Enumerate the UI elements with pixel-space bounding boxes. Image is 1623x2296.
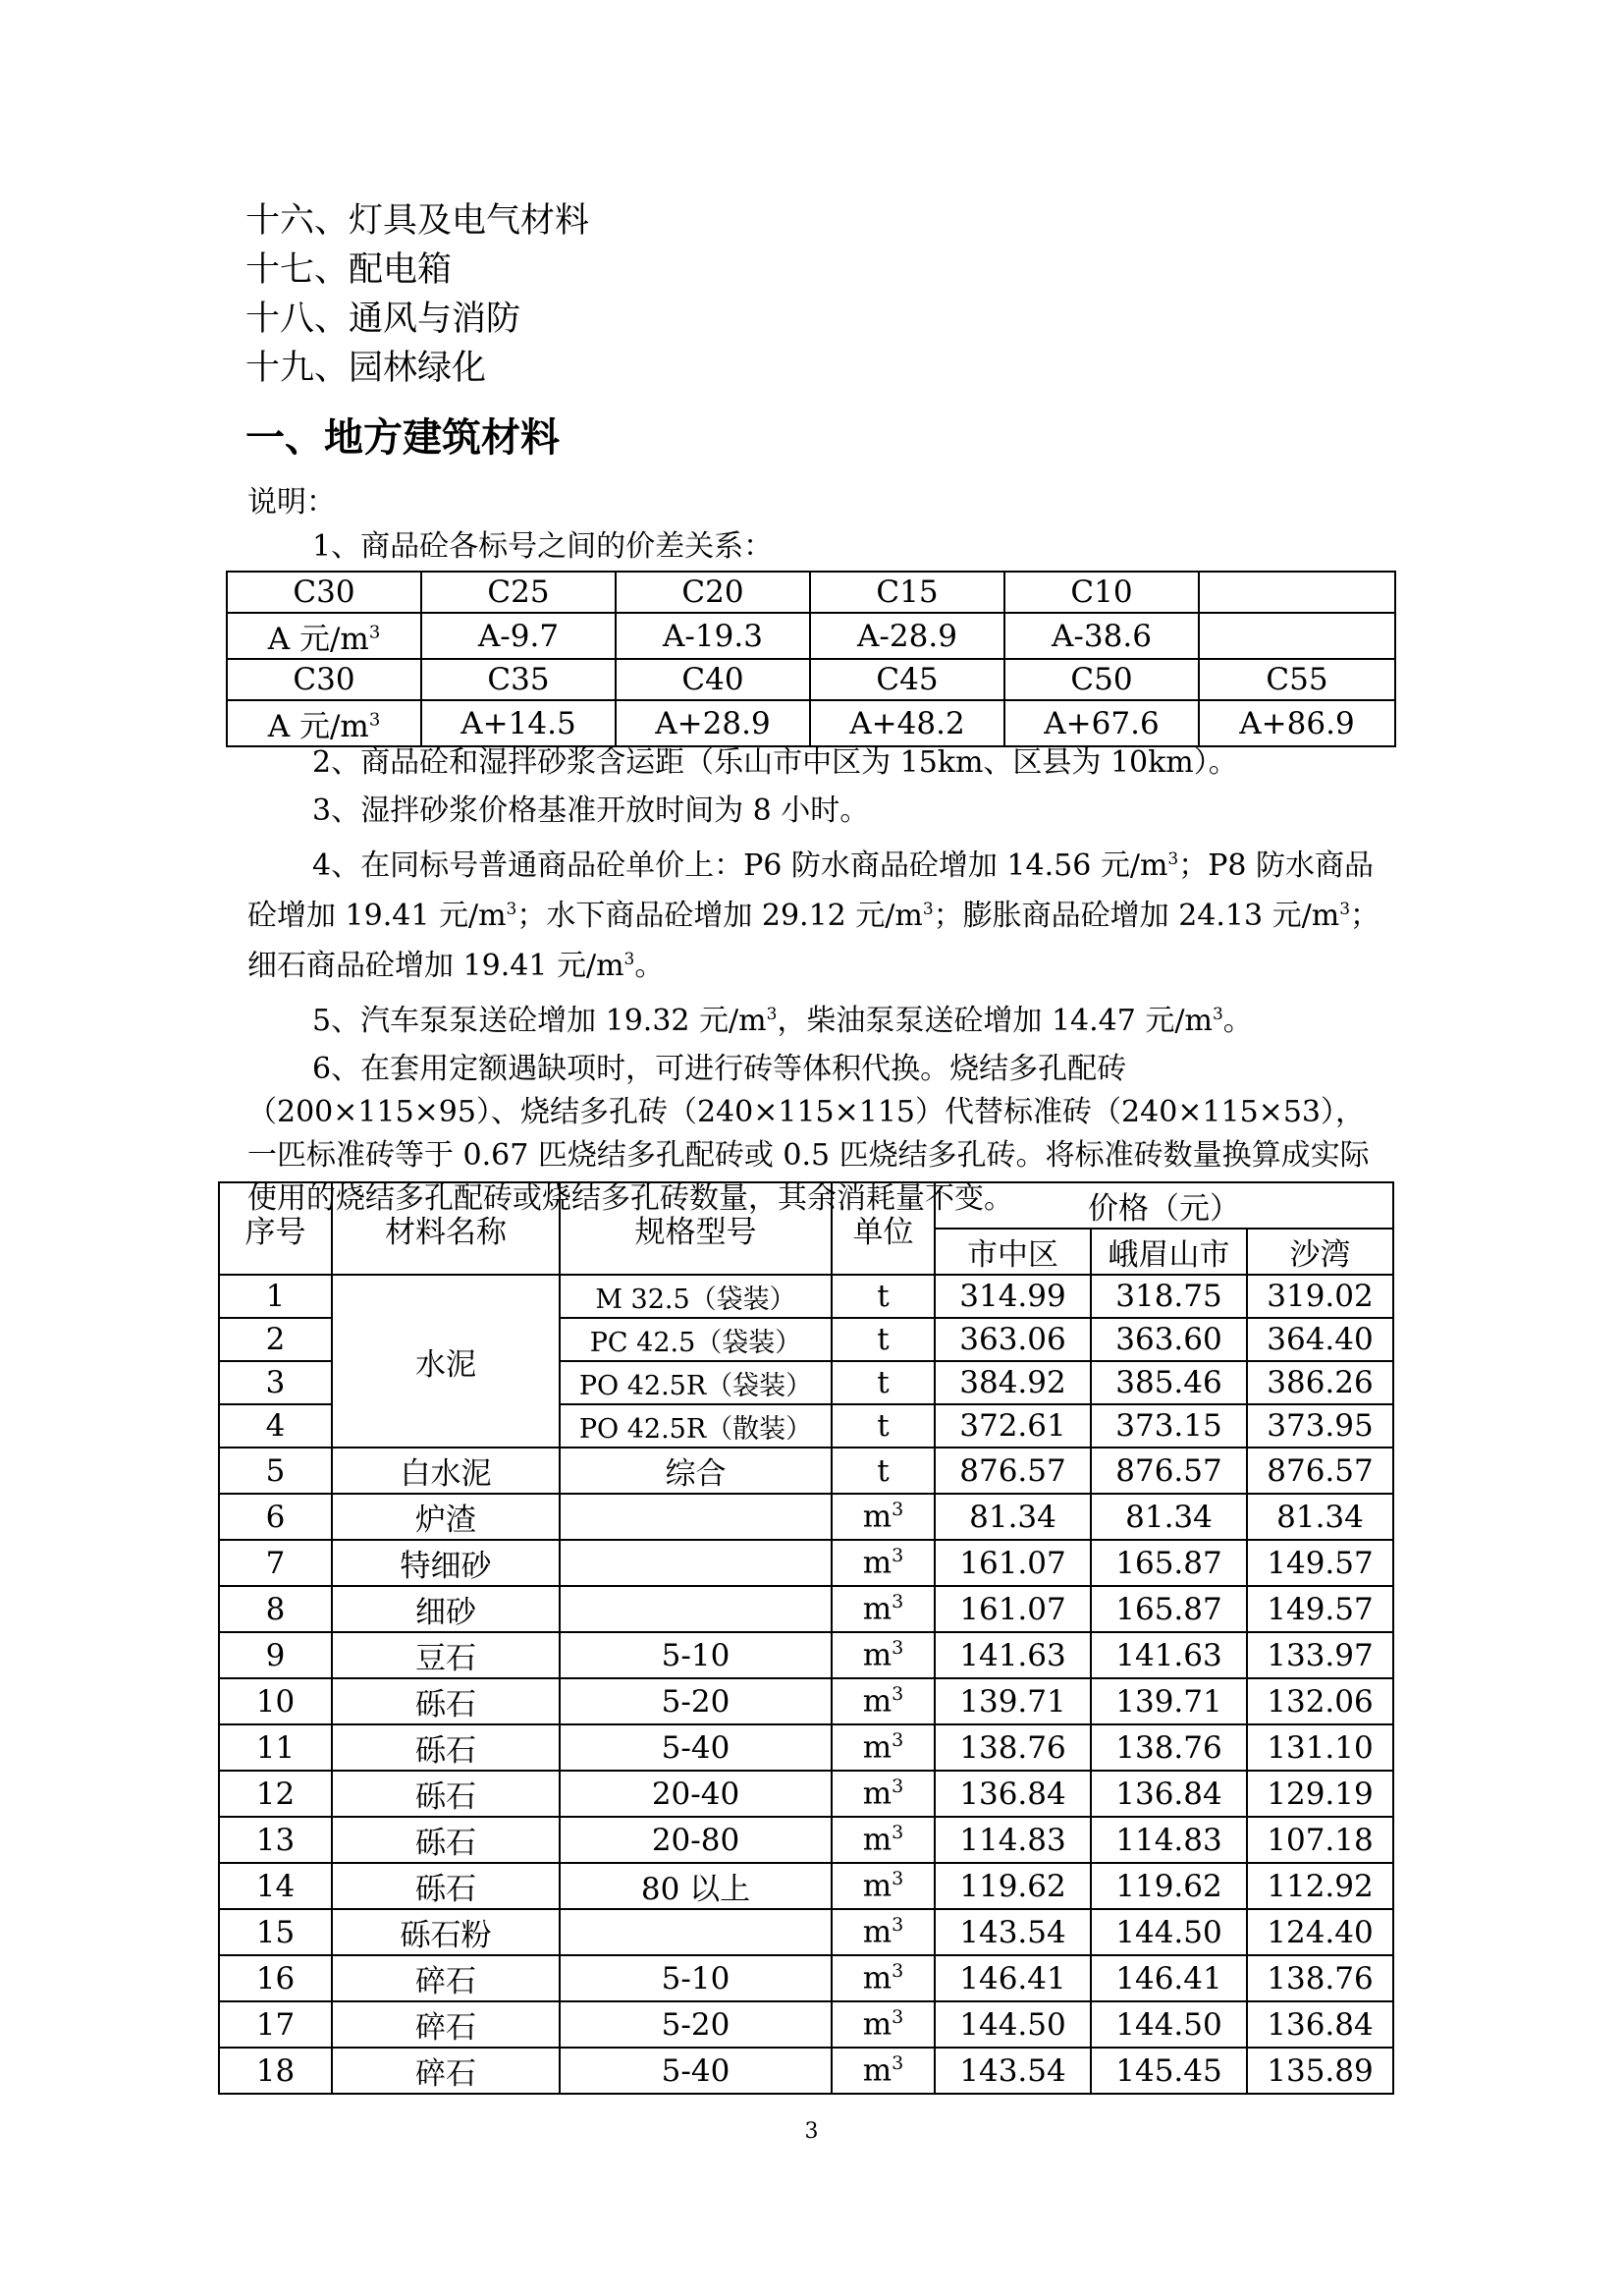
cell-unit: [832, 2001, 935, 2048]
table-row: [219, 1771, 1393, 1817]
cell-price: 363.06: [935, 1318, 1091, 1361]
note-1: 1、商品砼各标号之间的价差关系：: [312, 529, 774, 564]
header-spec: 规格型号: [560, 1182, 832, 1275]
table-row: [219, 1817, 1393, 1863]
cell-price: 132.06: [1247, 1678, 1393, 1724]
cell-no: 10: [219, 1678, 332, 1724]
material-price-table: [218, 1181, 1394, 2095]
note-5-text: 5、汽车泵泵送砼增加 19.32 元/m: [312, 1004, 767, 1038]
cell-unit: [832, 1724, 935, 1771]
grade-row: [227, 659, 1395, 700]
cell-name: 炉渣: [332, 1494, 560, 1540]
cell-name: 砾石: [332, 1678, 560, 1724]
cell-spec: 5-10: [560, 1955, 832, 2001]
superscript: 3: [892, 2052, 904, 2075]
note-5: [247, 993, 1386, 1043]
cell-price: 149.57: [1247, 1540, 1393, 1586]
cell-unit: [832, 1586, 935, 1632]
cell-unit: [832, 1955, 935, 2001]
unit-label: m: [862, 1868, 893, 1904]
cell-price: 314.99: [935, 1275, 1091, 1318]
price-diff-cell: A-28.9: [810, 613, 1004, 659]
cell-no: 6: [219, 1494, 332, 1540]
cell-price: 141.63: [935, 1632, 1091, 1678]
cell-price: 119.62: [1091, 1863, 1247, 1909]
cell-name: 砾石: [332, 1724, 560, 1771]
cell-name: 砾石: [332, 1863, 560, 1909]
cell-price: 146.41: [935, 1955, 1091, 2001]
header-name: 材料名称: [332, 1182, 560, 1275]
cell-no: 3: [219, 1361, 332, 1404]
cell-unit: [832, 1540, 935, 1586]
unit-label: m: [862, 1729, 893, 1766]
note-4: [247, 838, 1386, 988]
unit-label: m: [862, 2052, 893, 2089]
cell-price: 386.26: [1247, 1361, 1393, 1404]
table-row: [219, 1632, 1393, 1678]
cell-price: 133.97: [1247, 1632, 1393, 1678]
cell-price: 363.60: [1091, 1318, 1247, 1361]
cell-price: 149.57: [1247, 1586, 1393, 1632]
table-row: [219, 1494, 1393, 1540]
cell-unit: [832, 1909, 935, 1955]
cell-price: 139.71: [935, 1678, 1091, 1724]
chapter-item: 十六、灯具及电气材料: [245, 201, 590, 241]
cell-spec: 综合: [560, 1448, 832, 1494]
grade-cell: C35: [421, 659, 616, 700]
cell-unit: [832, 1771, 935, 1817]
price-diff-cell: A-9.7: [421, 613, 616, 659]
unit-label: m: [862, 1683, 893, 1720]
cell-spec: PO 42.5R（袋装）: [560, 1361, 832, 1404]
grade-row: [227, 572, 1395, 613]
cell-unit: [832, 1817, 935, 1863]
note-2: 2、商品砼和湿拌砂浆含运距（乐山市中区为 15km、区县为 10km）。: [312, 745, 1238, 780]
note-5-text: 。: [1222, 1004, 1253, 1038]
note-4-text: 。: [634, 949, 665, 983]
cell-no: 17: [219, 2001, 332, 2048]
cell-unit: [832, 1678, 935, 1724]
cell-price: 145.45: [1091, 2048, 1247, 2094]
cell-spec: [560, 1909, 832, 1955]
grade-cell: C25: [421, 572, 616, 613]
superscript: 3: [892, 1545, 904, 1567]
cell-price: 144.50: [1091, 1909, 1247, 1955]
unit-label: m: [862, 1637, 893, 1673]
chapter-item: 十七、配电箱: [245, 250, 453, 290]
cell-price: 136.84: [1247, 2001, 1393, 2048]
notes-title: 说明：: [247, 485, 336, 519]
cell-price: 143.54: [935, 1909, 1091, 1955]
unit-label: m: [862, 1591, 893, 1627]
superscript: 3: [892, 1868, 904, 1890]
cell-price: 138.76: [1247, 1955, 1393, 2001]
table-row: [219, 1909, 1393, 1955]
cell-spec: 5-40: [560, 2048, 832, 2094]
cell-price: 165.87: [1091, 1540, 1247, 1586]
grade-cell: C50: [1004, 659, 1199, 700]
table-row: [219, 1448, 1393, 1494]
header-shawan: 沙湾: [1247, 1229, 1393, 1275]
grade-cell: C30: [227, 572, 421, 613]
superscript: 3: [506, 900, 517, 919]
cell-spec: [560, 1494, 832, 1540]
cell-spec: M 32.5（袋装）: [560, 1275, 832, 1318]
cell-price: 124.40: [1247, 1909, 1393, 1955]
note-3: 3、湿拌砂浆价格基准开放时间为 8 小时。: [312, 793, 870, 828]
cell-price: 119.62: [935, 1863, 1091, 1909]
header-no: 序号: [219, 1182, 332, 1275]
cell-name: 碎石: [332, 2001, 560, 2048]
note-4-text: ；细石商品砼增加 19.41 元/m: [247, 899, 1380, 983]
cell-price: 373.95: [1247, 1404, 1393, 1448]
cell-name: 细砂: [332, 1586, 560, 1632]
table-row: [219, 2001, 1393, 2048]
cell-name: 砾石: [332, 1817, 560, 1863]
superscript: 3: [892, 1591, 904, 1613]
base-price-cell: [227, 613, 421, 659]
superscript: 3: [1167, 849, 1179, 869]
grade-cell: [1199, 572, 1395, 613]
cell-no: 7: [219, 1540, 332, 1586]
note-6: 6、在套用定额遇缺项时，可进行砖等体积代换。烧结多孔配砖（200×115×95）、烧结多孔砖（240×115×115）代替标准砖（240×115×53），一匹标准砖等于 0.67 匹烧结多孔配砖或 0.5 匹烧结多孔砖。将标准砖数量换算成实际使用的烧结多孔配砖或烧结多孔砖数量，其余消耗量不变。: [247, 1052, 1370, 1216]
cell-name: 豆石: [332, 1632, 560, 1678]
table-header-row: [219, 1182, 1393, 1229]
cell-unit: t: [832, 1361, 935, 1404]
cell-spec: 5-10: [560, 1632, 832, 1678]
cell-name: 碎石: [332, 2048, 560, 2094]
cell-price: 144.50: [935, 2001, 1091, 2048]
cell-spec: 5-20: [560, 2001, 832, 2048]
cell-unit: [832, 1494, 935, 1540]
price-diff-cell: A+48.2: [810, 700, 1004, 746]
base-price-label: A 元/m: [267, 709, 369, 744]
cell-price: 112.92: [1247, 1863, 1393, 1909]
table-row: [219, 1540, 1393, 1586]
cell-no: 14: [219, 1863, 332, 1909]
cell-spec: [560, 1540, 832, 1586]
cell-price: 364.40: [1247, 1318, 1393, 1361]
cell-spec: 20-40: [560, 1771, 832, 1817]
cell-spec: 5-40: [560, 1724, 832, 1771]
cell-price: 139.71: [1091, 1678, 1247, 1724]
cell-no: 18: [219, 2048, 332, 2094]
price-diff-row: [227, 613, 1395, 659]
unit-label: m: [862, 1545, 893, 1581]
superscript: 3: [892, 1637, 904, 1660]
superscript: 3: [892, 1914, 904, 1937]
cell-no: 16: [219, 1955, 332, 2001]
superscript: 3: [892, 1822, 904, 1844]
cell-price: 876.57: [1247, 1448, 1393, 1494]
page-number: 3: [804, 2119, 819, 2144]
aggregate-rows: [219, 1494, 1393, 2094]
section-heading: 一、地方建筑材料: [245, 415, 560, 461]
cell-spec: 5-20: [560, 1678, 832, 1724]
cell-no: 15: [219, 1909, 332, 1955]
cell-name: 砾石粉: [332, 1909, 560, 1955]
cell-price: 876.57: [935, 1448, 1091, 1494]
grade-cell: C55: [1199, 659, 1395, 700]
cell-price: 161.07: [935, 1540, 1091, 1586]
superscript: 3: [922, 900, 934, 919]
superscript: 3: [892, 1776, 904, 1798]
cell-price: 114.83: [1091, 1817, 1247, 1863]
grade-cell: C40: [616, 659, 810, 700]
note-4-text: ；膨胀商品砼增加 24.13 元/m: [933, 899, 1340, 933]
cell-no: 8: [219, 1586, 332, 1632]
note-4-text: ；P8 防水商品砼增加 19.41 元/m: [247, 848, 1375, 933]
price-diff-cell: A+28.9: [616, 700, 810, 746]
grade-cell: C45: [810, 659, 1004, 700]
cell-unit: t: [832, 1404, 935, 1448]
superscript: 3: [623, 950, 635, 969]
unit-label: m: [862, 1914, 893, 1950]
cell-unit: t: [832, 1318, 935, 1361]
cell-price: 876.57: [1091, 1448, 1247, 1494]
chapter-list: [245, 196, 589, 393]
unit-label: m: [862, 1499, 893, 1535]
cell-price: 138.76: [1091, 1724, 1247, 1771]
price-diff-cell: A-19.3: [616, 613, 810, 659]
cell-spec: PC 42.5（袋装）: [560, 1318, 832, 1361]
cell-no: 1: [219, 1275, 332, 1318]
table-row: [219, 1586, 1393, 1632]
note-5-text: ，柴油泵泵送砼增加 14.47 元/m: [777, 1004, 1213, 1038]
unit-label: m: [862, 1776, 893, 1812]
cell-no: 13: [219, 1817, 332, 1863]
concrete-grade-table: [226, 571, 1396, 747]
grade-cell: C15: [810, 572, 1004, 613]
cell-no: 12: [219, 1771, 332, 1817]
cell-price: 141.63: [1091, 1632, 1247, 1678]
cell-unit: [832, 2048, 935, 2094]
cell-price: 161.07: [935, 1586, 1091, 1632]
grade-cell: C20: [616, 572, 810, 613]
cell-name: 白水泥: [332, 1448, 560, 1494]
cell-price: 81.34: [935, 1494, 1091, 1540]
chapter-item: 十九、园林绿化: [245, 349, 487, 388]
cell-price: 81.34: [1091, 1494, 1247, 1540]
cell-price: 385.46: [1091, 1361, 1247, 1404]
cell-price: 144.50: [1091, 2001, 1247, 2048]
cell-price: 81.34: [1247, 1494, 1393, 1540]
cell-unit: [832, 1632, 935, 1678]
table-row: [219, 1955, 1393, 2001]
superscript: 3: [1212, 1005, 1223, 1024]
cell-price: 319.02: [1247, 1275, 1393, 1318]
cell-unit: t: [832, 1448, 935, 1494]
cell-no: 4: [219, 1404, 332, 1448]
price-diff-cell: A-38.6: [1004, 613, 1199, 659]
cell-price: 136.84: [1091, 1771, 1247, 1817]
cell-name: 水泥: [332, 1275, 560, 1448]
price-diff-row: [227, 700, 1395, 746]
cell-no: 5: [219, 1448, 332, 1494]
table-row: [219, 1724, 1393, 1771]
cell-spec: 80 以上: [560, 1863, 832, 1909]
superscript: 3: [892, 1729, 904, 1752]
superscript: 3: [892, 2006, 904, 2029]
superscript: 3: [892, 1499, 904, 1521]
table-row: [219, 1863, 1393, 1909]
base-price-cell: [227, 700, 421, 746]
superscript: 3: [892, 1683, 904, 1706]
header-price: 价格（元）: [935, 1182, 1393, 1229]
price-diff-cell: A+67.6: [1004, 700, 1199, 746]
unit-label: m: [862, 1960, 893, 1996]
header-shizhongqu: 市中区: [935, 1229, 1091, 1275]
cell-spec: 20-80: [560, 1817, 832, 1863]
cell-name: 砾石: [332, 1771, 560, 1817]
cell-price: 384.92: [935, 1361, 1091, 1404]
cell-price: 146.41: [1091, 1955, 1247, 2001]
header-emeishan: 峨眉山市: [1091, 1229, 1247, 1275]
superscript: 3: [368, 622, 381, 643]
cell-price: 318.75: [1091, 1275, 1247, 1318]
table-row: [219, 1678, 1393, 1724]
cell-price: 373.15: [1091, 1404, 1247, 1448]
cell-unit: [832, 1863, 935, 1909]
superscript: 3: [368, 709, 381, 731]
cell-name: 碎石: [332, 1955, 560, 2001]
cell-spec: PO 42.5R（散装）: [560, 1404, 832, 1448]
cell-price: 165.87: [1091, 1586, 1247, 1632]
price-diff-cell: A+14.5: [421, 700, 616, 746]
cell-no: 11: [219, 1724, 332, 1771]
price-diff-cell: A+86.9: [1199, 700, 1395, 746]
cell-price: 129.19: [1247, 1771, 1393, 1817]
cell-price: 107.18: [1247, 1817, 1393, 1863]
note-4-text: 4、在同标号普通商品砼单价上：P6 防水商品砼增加 14.56 元/m: [312, 848, 1168, 883]
table-row: [219, 1275, 1393, 1318]
superscript: 3: [766, 1005, 778, 1024]
cell-price: 138.76: [935, 1724, 1091, 1771]
price-diff-cell: [1199, 613, 1395, 659]
table-row: [219, 2048, 1393, 2094]
cell-price: 372.61: [935, 1404, 1091, 1448]
cell-no: 9: [219, 1632, 332, 1678]
cell-no: 2: [219, 1318, 332, 1361]
cell-name: 特细砂: [332, 1540, 560, 1586]
cell-price: 114.83: [935, 1817, 1091, 1863]
grade-cell: C10: [1004, 572, 1199, 613]
unit-label: m: [862, 2006, 893, 2043]
note-4-text: ；水下商品砼增加 29.12 元/m: [516, 899, 923, 933]
notes-body: [247, 741, 1386, 1221]
header-unit: 单位: [832, 1182, 935, 1275]
cell-spec: [560, 1586, 832, 1632]
cell-price: 135.89: [1247, 2048, 1393, 2094]
base-price-label: A 元/m: [267, 622, 369, 657]
grade-cell: C30: [227, 659, 421, 700]
cell-price: 131.10: [1247, 1724, 1393, 1771]
chapter-item: 十八、通风与消防: [245, 300, 521, 339]
cell-unit: t: [832, 1275, 935, 1318]
cell-price: 143.54: [935, 2048, 1091, 2094]
unit-label: m: [862, 1822, 893, 1858]
cell-price: 136.84: [935, 1771, 1091, 1817]
superscript: 3: [1339, 900, 1351, 919]
superscript: 3: [892, 1960, 904, 1983]
